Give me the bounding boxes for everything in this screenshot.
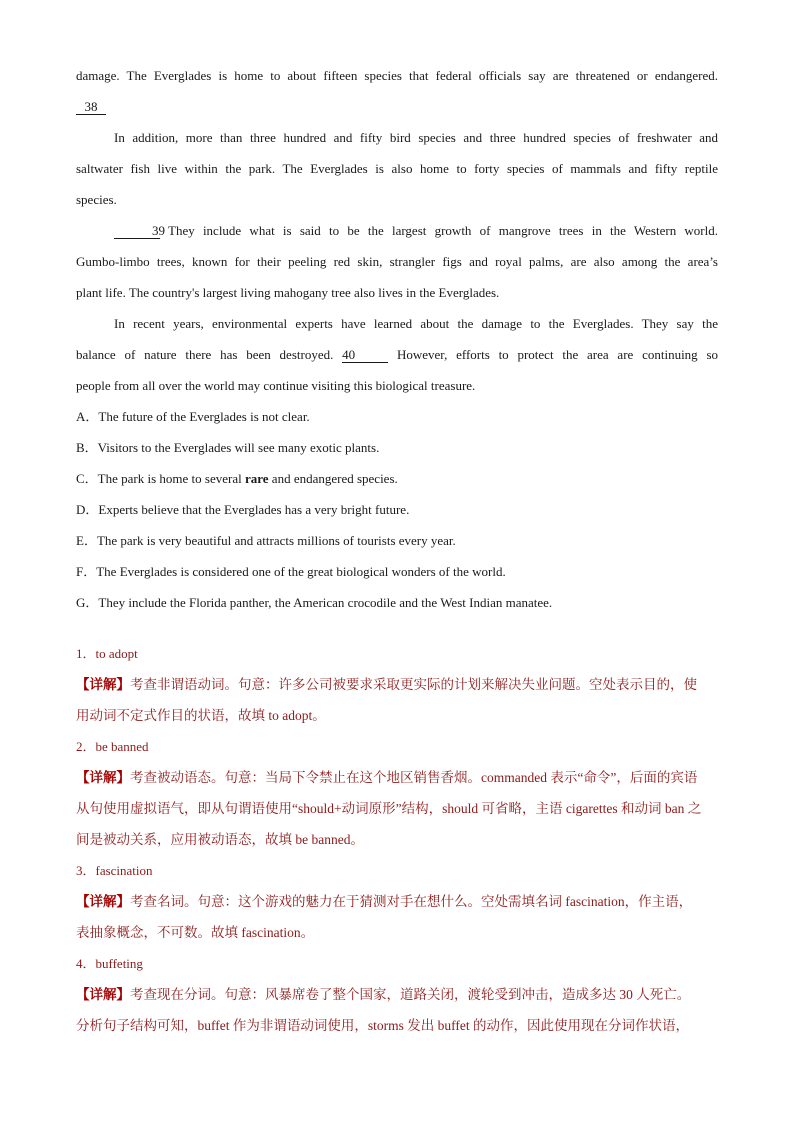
option-a: A．The future of the Everglades is not clear. — [76, 409, 310, 424]
option-d: D．Experts believe that the Everglades has a very bright future. — [76, 502, 410, 517]
option-c-text: C．The park is home to several — [76, 471, 245, 486]
passage-text: However, efforts to protect the area are continuing so — [396, 347, 719, 362]
detail-1 — [76, 669, 718, 700]
option-g: G．They include the Florida panther, the American crocodile and the West Indian manatee. — [76, 595, 553, 610]
blank-38-line — [76, 91, 718, 122]
passage-line: people from all over the world may continue visiting this biological treasure. — [76, 378, 476, 393]
answer-1: 1．to adopt — [76, 646, 138, 661]
passage-line: In recent years, environmental experts have learned about the damage to the Everglades. They say the — [114, 316, 718, 331]
answer-4: 4．buffeting — [76, 956, 143, 971]
detail-3-cont: 表抽象概念，不可数。故填 fascination。 — [76, 925, 315, 940]
detail-text: 考查名词。句意：这个游戏的魅力在于猜测对手在想什么。空处需填名词 fascination，作主语， — [130, 894, 693, 909]
blank-39: 39 — [114, 223, 160, 239]
detail-2-cont: 从句使用虚拟语气，即从句谓语使用“should+动词原形”结构，should 可省略，主语 cigarettes 和动词 ban 之 — [76, 801, 702, 816]
detail-4-cont: 分析句子结构可知，buffet 作为非谓语动词使用，storms 发出 buffet 的动作，因此使用现在分词作状语， — [76, 1018, 689, 1033]
section-gap — [76, 618, 718, 638]
option-b: B．Visitors to the Everglades will see many exotic plants. — [76, 440, 380, 455]
blank-40: 40 — [342, 347, 388, 363]
detail-2-cont: 间是被动关系，应用被动语态，故填 be banned。 — [76, 832, 364, 847]
option-c — [76, 463, 718, 494]
passage-line — [76, 339, 718, 370]
detail-4 — [76, 979, 718, 1010]
detail-1-cont: 用动词不定式作目的状语，故填 to adopt。 — [76, 708, 326, 723]
option-e: E．The park is very beautiful and attracts millions of tourists every year. — [76, 533, 456, 548]
detail-text: 考查现在分词。句意：风暴席卷了整个国家，道路关闭，渡轮受到冲击，造成多达 30 人死亡。 — [130, 987, 691, 1002]
passage-line: Gumbo-limbo trees, known for their peeling red skin, strangler figs and royal palms, are also among the area’s — [76, 254, 718, 269]
passage-line: plant life. The country's largest living mahogany tree also lives in the Everglades. — [76, 285, 500, 300]
document-page — [76, 60, 718, 1041]
passage-line: In addition, more than three hundred and fifty bird species and three hundred species of freshwater and — [114, 130, 718, 145]
detail-text: 考查被动语态。句意：当局下令禁止在这个地区销售香烟。commanded 表示“命令”，后面的宾语 — [130, 770, 698, 785]
passage-line — [76, 215, 718, 246]
blank-38: 38 — [76, 99, 106, 115]
detail-tag: 【详解】 — [76, 677, 130, 692]
detail-tag: 【详解】 — [76, 894, 130, 909]
passage-line: saltwater fish live within the park. The Everglades is also home to forty species of mammals and fifty reptile — [76, 161, 718, 176]
answer-3: 3．fascination — [76, 863, 153, 878]
option-f: F．The Everglades is considered one of the great biological wonders of the world. — [76, 564, 506, 579]
option-c-text-end: and endangered species. — [268, 471, 398, 486]
passage-text: They include what is said to be the largest growth of mangrove trees in the Western world. — [168, 223, 718, 238]
detail-tag: 【详解】 — [76, 770, 130, 785]
passage-text: balance of nature there has been destroyed. — [76, 347, 334, 362]
detail-text: 考查非谓语动词。句意：许多公司被要求采取更实际的计划来解决失业问题。空处表示目的，使 — [130, 677, 697, 692]
detail-2 — [76, 762, 718, 793]
answer-2: 2．be banned — [76, 739, 149, 754]
passage-line: damage. The Everglades is home to about fifteen species that federal officials say are threatened or endangered. — [76, 68, 718, 83]
detail-tag: 【详解】 — [76, 987, 130, 1002]
passage-line: species. — [76, 192, 117, 207]
detail-3 — [76, 886, 718, 917]
option-c-bold-word: rare — [244, 471, 269, 486]
